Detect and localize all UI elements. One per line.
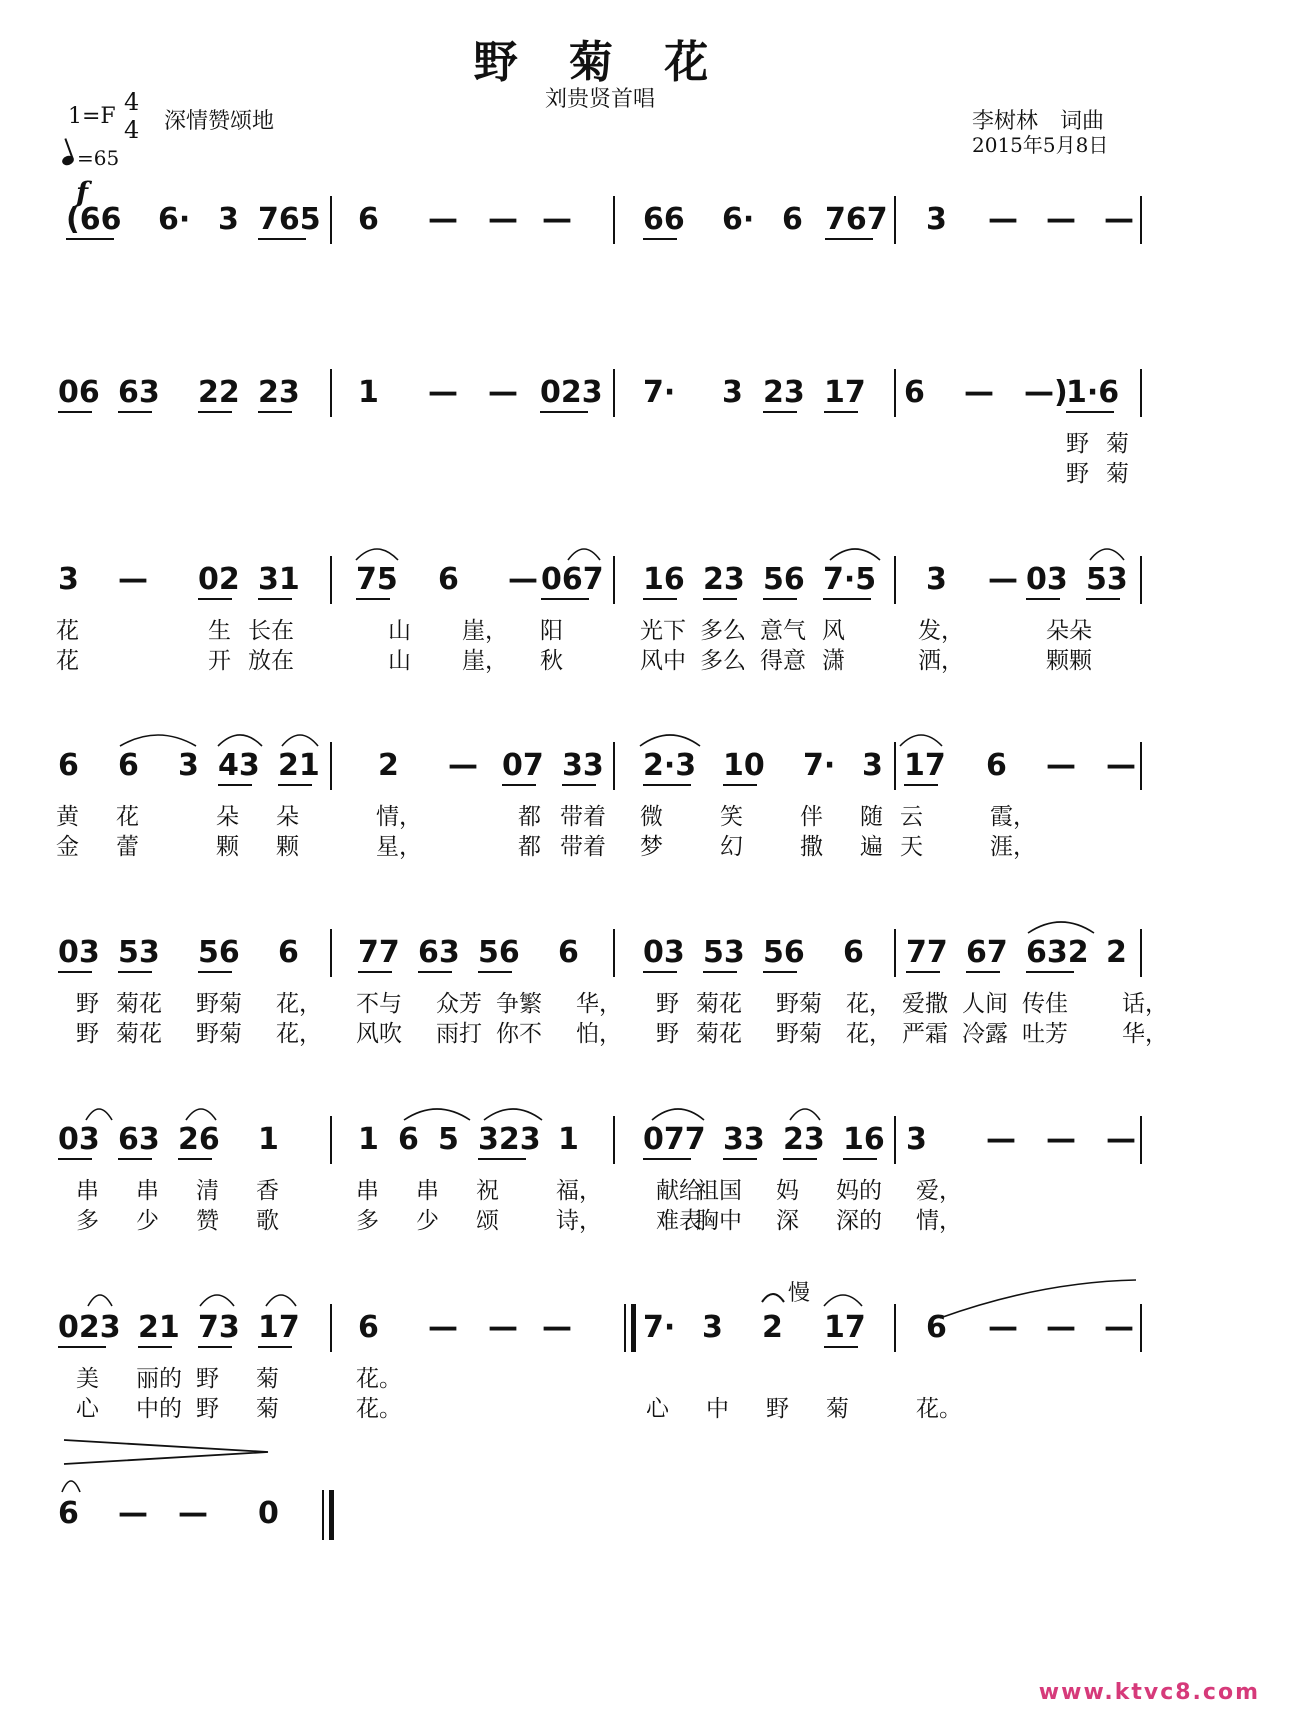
- note: 2: [1106, 935, 1127, 970]
- lyric-syllable: 野菊: [196, 991, 242, 1017]
- slur: [790, 1109, 820, 1120]
- note: 1: [358, 375, 379, 410]
- lyric-syllable: 雨打: [436, 1021, 482, 1047]
- lyric-syllable: 华，: [576, 991, 622, 1017]
- lyric-syllable: 中的: [136, 1396, 182, 1422]
- note: —: [988, 562, 1018, 597]
- lyric-syllable: 胸中: [696, 1208, 742, 1234]
- note: —: [488, 1310, 518, 1345]
- note: 3: [58, 562, 79, 597]
- lyric-syllable: 菊: [1106, 431, 1129, 457]
- lyric-syllable: 中: [706, 1396, 729, 1422]
- note: —: [1106, 1122, 1136, 1157]
- composer: 李树林 词曲: [972, 109, 1105, 134]
- lyric-syllable: 秋: [540, 648, 563, 674]
- lyric-syllable: 深: [776, 1208, 799, 1234]
- note: 26: [178, 1122, 220, 1157]
- note: 53: [703, 935, 745, 970]
- lyric-syllable: 都: [518, 804, 541, 830]
- lyric-syllable: 洒，: [918, 648, 964, 674]
- lyric-syllable: 幻: [720, 834, 743, 860]
- lyric-syllable: 吐芳: [1022, 1021, 1068, 1047]
- lyric-syllable: 颗: [216, 834, 239, 860]
- note: —: [1046, 1310, 1076, 1345]
- note: —: [986, 1122, 1016, 1157]
- slur: [652, 1109, 704, 1120]
- note: 7·: [643, 375, 676, 410]
- note: 63: [418, 935, 460, 970]
- lyric-syllable: 爱撒: [902, 991, 948, 1017]
- note: 3: [906, 1122, 927, 1157]
- lyric-syllable: 遍: [860, 834, 883, 860]
- lyric-syllable: 花。: [356, 1396, 402, 1422]
- lyric-syllable: 微: [640, 804, 663, 830]
- note: 23: [783, 1122, 825, 1157]
- note: —: [1046, 202, 1076, 237]
- note: —: [542, 1310, 572, 1345]
- note: 33: [723, 1122, 765, 1157]
- note: —: [964, 375, 994, 410]
- note: —: [1046, 748, 1076, 783]
- note: 2·3: [643, 748, 697, 783]
- note: —: [988, 1310, 1018, 1345]
- note: 6: [358, 1310, 379, 1345]
- note: 6: [843, 935, 864, 970]
- note: 3: [926, 202, 947, 237]
- note: —: [988, 202, 1018, 237]
- note: 23: [258, 375, 300, 410]
- lyric-syllable: 歌: [256, 1208, 279, 1234]
- lyric-syllable: 黄: [56, 804, 79, 830]
- note: 56: [763, 562, 805, 597]
- lyric-syllable: 少: [416, 1208, 439, 1234]
- note: 6: [358, 202, 379, 237]
- lyric-syllable: 风: [822, 618, 845, 644]
- slur: [88, 1295, 112, 1306]
- note: 43: [218, 748, 260, 783]
- lyric-syllable: 串: [416, 1178, 439, 1204]
- slur: [1090, 549, 1124, 560]
- lyric-syllable: 花: [56, 618, 79, 644]
- lyric-syllable: 野: [1066, 431, 1089, 457]
- tempo-change-mark: 慢: [788, 1281, 811, 1306]
- lyric-syllable: 开: [208, 648, 231, 674]
- lyric-syllable: 冷露: [962, 1021, 1008, 1047]
- lyric-syllable: 人间: [962, 991, 1008, 1017]
- note: 2: [378, 748, 399, 783]
- lyric-syllable: 诗，: [556, 1208, 602, 1234]
- lyric-syllable: 多: [356, 1208, 379, 1234]
- lyric-syllable: 阳: [540, 618, 563, 644]
- note: —: [1104, 1310, 1134, 1345]
- note: 6: [58, 1496, 79, 1531]
- lyric-syllable: 梦: [640, 834, 663, 860]
- note: —: [118, 562, 148, 597]
- slur: [900, 735, 942, 746]
- lyric-syllable: 潇: [822, 648, 845, 674]
- slur: [940, 1280, 1136, 1318]
- note: 6: [558, 935, 579, 970]
- lyric-syllable: 金: [56, 834, 79, 860]
- lyric-syllable: 菊花: [116, 991, 162, 1017]
- note: 21: [278, 748, 320, 783]
- lyric-syllable: 话，: [1122, 991, 1168, 1017]
- subtitle: 刘贵贤首唱: [544, 87, 655, 112]
- lyric-syllable: 得意: [760, 648, 806, 674]
- lyric-syllable: 花，: [846, 1021, 892, 1047]
- note: 53: [118, 935, 160, 970]
- lyric-syllable: 涯，: [990, 834, 1036, 860]
- note: 17: [258, 1310, 300, 1345]
- note: 023: [58, 1310, 121, 1345]
- lyric-syllable: 严霜: [902, 1021, 948, 1047]
- lyric-syllable: 野: [76, 991, 99, 1017]
- slur: [568, 549, 600, 560]
- note: 3: [722, 375, 743, 410]
- lyric-syllable: 你不: [496, 1021, 542, 1047]
- lyric-syllable: 野菊: [776, 991, 822, 1017]
- note: —: [1106, 748, 1136, 783]
- lyric-syllable: 菊: [256, 1396, 279, 1422]
- slur: [120, 735, 196, 746]
- note: 6: [926, 1310, 947, 1345]
- lyric-syllable: 风吹: [356, 1021, 402, 1047]
- lyric-syllable: 撒: [800, 834, 823, 860]
- lyric-syllable: 清: [196, 1178, 219, 1204]
- lyric-syllable: 光下: [640, 618, 686, 644]
- lyric-syllable: 蕾: [116, 834, 139, 860]
- note: 23: [763, 375, 805, 410]
- note: 17: [824, 375, 866, 410]
- slur: [404, 1109, 470, 1120]
- lyric-syllable: 不与: [356, 991, 402, 1017]
- lyric-syllable: 花，: [846, 991, 892, 1017]
- lyric-syllable: 菊: [1106, 461, 1129, 487]
- lyric-syllable: 华，: [1122, 1021, 1168, 1047]
- lyric-syllable: 花: [56, 648, 79, 674]
- fermata-icon: [762, 1294, 784, 1302]
- lyric-syllable: 怕，: [576, 1021, 622, 1047]
- lyric-syllable: 颗: [276, 834, 299, 860]
- note: 03: [643, 935, 685, 970]
- lyric-syllable: 朵: [276, 804, 299, 830]
- note: —: [1104, 202, 1134, 237]
- lyric-syllable: 菊: [826, 1396, 849, 1422]
- note: —: [428, 375, 458, 410]
- note: 17: [824, 1310, 866, 1345]
- lyric-syllable: 放在: [248, 648, 294, 674]
- note: 03: [58, 935, 100, 970]
- note: —: [448, 748, 478, 783]
- note: 1: [258, 1122, 279, 1157]
- lyric-syllable: 随: [860, 804, 883, 830]
- expression-mark: 深情赞颂地: [164, 109, 275, 134]
- note: 56: [763, 935, 805, 970]
- note: 6: [278, 935, 299, 970]
- note: 3: [178, 748, 199, 783]
- note: 765: [258, 202, 321, 237]
- slur: [1028, 922, 1094, 933]
- note: —: [1046, 1122, 1076, 1157]
- lyric-syllable: 深的: [836, 1208, 882, 1234]
- note: 67: [966, 935, 1008, 970]
- note: 10: [723, 748, 765, 783]
- lyric-syllable: 野: [76, 1021, 99, 1047]
- note: 02: [198, 562, 240, 597]
- note: —: [118, 1496, 148, 1531]
- slur: [640, 735, 700, 746]
- lyric-syllable: 心: [76, 1396, 99, 1422]
- note: (66: [66, 202, 122, 237]
- lyric-syllable: 野: [656, 991, 679, 1017]
- lyric-syllable: 福，: [556, 1178, 602, 1204]
- lyric-syllable: 风中: [640, 648, 686, 674]
- lyric-syllable: 献给: [656, 1178, 702, 1204]
- lyric-syllable: 花: [116, 804, 139, 830]
- note: 6: [398, 1122, 419, 1157]
- watermark: www.ktvc8.com: [1038, 1680, 1260, 1705]
- lyric-syllable: 妈的: [836, 1178, 882, 1204]
- lyric-syllable: 赞: [196, 1208, 219, 1234]
- lyric-syllable: 众芳: [436, 991, 482, 1017]
- date: 2015年5月8日: [972, 133, 1109, 157]
- note: 7·5: [823, 562, 877, 597]
- time-signature-denominator: 4: [124, 116, 140, 144]
- lyric-syllable: 伴: [800, 804, 823, 830]
- lyric-syllable: 朵朵: [1046, 618, 1092, 644]
- lyric-syllable: 美: [76, 1366, 99, 1392]
- note: 023: [540, 375, 603, 410]
- key-signature: 1=F: [68, 104, 116, 129]
- slur: [218, 735, 262, 746]
- note: 6: [986, 748, 1007, 783]
- note: 767: [825, 202, 888, 237]
- note: 16: [843, 1122, 885, 1157]
- note: 03: [1026, 562, 1068, 597]
- note: 21: [138, 1310, 180, 1345]
- note: 067: [541, 562, 604, 597]
- lyric-syllable: 花。: [916, 1396, 962, 1422]
- lyric-syllable: 野菊: [776, 1021, 822, 1047]
- note: 63: [118, 375, 160, 410]
- slur: [356, 549, 398, 560]
- tempo-value: =65: [77, 146, 120, 170]
- lyric-syllable: 难表: [656, 1208, 702, 1234]
- lyric-syllable: 多: [76, 1208, 99, 1234]
- lyric-syllable: 带着: [560, 804, 606, 830]
- note: 632: [1026, 935, 1089, 970]
- slur: [186, 1109, 216, 1120]
- note: 2: [762, 1310, 783, 1345]
- note: 23: [703, 562, 745, 597]
- note: 03: [58, 1122, 100, 1157]
- lyric-syllable: 天: [900, 834, 923, 860]
- lyric-syllable: 崖，: [462, 618, 508, 644]
- note: 6·: [722, 202, 755, 237]
- slur: [824, 1295, 862, 1306]
- time-signature-numerator: 4: [124, 88, 140, 116]
- lyric-syllable: 串: [136, 1178, 159, 1204]
- note: 6: [118, 748, 139, 783]
- note: 7·: [643, 1310, 676, 1345]
- note: 66: [643, 202, 685, 237]
- slur: [62, 1481, 80, 1492]
- lyric-syllable: 祝: [476, 1178, 499, 1204]
- lyric-syllable: 野: [656, 1021, 679, 1047]
- note: 17: [904, 748, 946, 783]
- lyric-syllable: 少: [136, 1208, 159, 1234]
- lyric-syllable: 野: [1066, 461, 1089, 487]
- note: 16: [643, 562, 685, 597]
- lyric-syllable: 发，: [918, 618, 964, 644]
- lyric-syllable: 花，: [276, 1021, 322, 1047]
- lyric-syllable: 颂: [476, 1208, 499, 1234]
- note: 31: [258, 562, 300, 597]
- page-title: 野 菊 花: [473, 37, 727, 88]
- lyric-syllable: 多么: [700, 648, 746, 674]
- note: 06: [58, 375, 100, 410]
- note: 6: [438, 562, 459, 597]
- lyric-syllable: 野: [766, 1396, 789, 1422]
- lyric-syllable: 都: [518, 834, 541, 860]
- note: 6·: [158, 202, 191, 237]
- lyric-syllable: 霞，: [990, 804, 1036, 830]
- lyric-syllable: 祖国: [696, 1178, 742, 1204]
- note: 3: [702, 1310, 723, 1345]
- lyric-syllable: 心: [646, 1396, 669, 1422]
- lyric-syllable: 野菊: [196, 1021, 242, 1047]
- slur: [200, 1295, 234, 1306]
- slur: [282, 735, 318, 746]
- slur: [266, 1295, 296, 1306]
- lyric-syllable: 朵: [216, 804, 239, 830]
- lyric-syllable: 长在: [248, 618, 294, 644]
- note: 077: [643, 1122, 706, 1157]
- lyric-syllable: 妈: [776, 1178, 799, 1204]
- lyric-syllable: 野: [196, 1366, 219, 1392]
- note: 56: [198, 935, 240, 970]
- note: 53: [1086, 562, 1128, 597]
- note: 1·6: [1066, 375, 1120, 410]
- note: 1: [358, 1122, 379, 1157]
- lyric-syllable: 爱，: [916, 1178, 962, 1204]
- lyric-syllable: 花。: [356, 1366, 402, 1392]
- note: 3: [926, 562, 947, 597]
- note: 56: [478, 935, 520, 970]
- lyric-syllable: 传佳: [1022, 991, 1068, 1017]
- lyric-syllable: 丽的: [136, 1366, 182, 1392]
- lyric-syllable: 带着: [560, 834, 606, 860]
- lyric-syllable: 意气: [760, 618, 806, 644]
- note: —: [428, 1310, 458, 1345]
- lyric-syllable: 野: [196, 1396, 219, 1422]
- note: 6: [58, 748, 79, 783]
- lyric-syllable: 串: [356, 1178, 379, 1204]
- lyric-syllable: 菊: [256, 1366, 279, 1392]
- slur: [86, 1109, 112, 1120]
- note: 7·: [803, 748, 836, 783]
- lyric-syllable: 香: [256, 1178, 279, 1204]
- lyric-syllable: 云: [900, 804, 923, 830]
- note: —: [178, 1496, 208, 1531]
- note: —: [508, 562, 538, 597]
- lyric-syllable: 花，: [276, 991, 322, 1017]
- lyric-syllable: 情，: [916, 1208, 962, 1234]
- lyric-syllable: 星，: [376, 834, 422, 860]
- dynamic-mark: f: [76, 176, 89, 209]
- note: 0: [258, 1496, 279, 1531]
- note: 77: [358, 935, 400, 970]
- lyric-syllable: 菊花: [696, 991, 742, 1017]
- note: 323: [478, 1122, 541, 1157]
- decrescendo-mark: [64, 1440, 268, 1464]
- note: 3: [862, 748, 883, 783]
- lyric-syllable: 崖，: [462, 648, 508, 674]
- note: 63: [118, 1122, 160, 1157]
- note: 3: [218, 202, 239, 237]
- note: 6: [782, 202, 803, 237]
- note: 73: [198, 1310, 240, 1345]
- lyric-syllable: 生: [208, 618, 231, 644]
- note: 75: [356, 562, 398, 597]
- slur: [484, 1109, 542, 1120]
- note: —: [488, 375, 518, 410]
- lyric-syllable: 菊花: [116, 1021, 162, 1047]
- lyric-syllable: 菊花: [696, 1021, 742, 1047]
- note: —: [542, 202, 572, 237]
- note: 77: [906, 935, 948, 970]
- note: 07: [502, 748, 544, 783]
- lyric-syllable: 多么: [700, 618, 746, 644]
- lyric-syllable: 笑: [720, 804, 743, 830]
- note: —: [428, 202, 458, 237]
- lyric-syllable: 山: [388, 648, 411, 674]
- lyric-syllable: 争繁: [496, 991, 542, 1017]
- note: 33: [562, 748, 604, 783]
- note: —): [1024, 375, 1068, 410]
- lyric-syllable: 情，: [376, 804, 422, 830]
- lyric-syllable: 串: [76, 1178, 99, 1204]
- note: 1: [558, 1122, 579, 1157]
- lyric-syllable: 山: [388, 618, 411, 644]
- note: 5: [438, 1122, 459, 1157]
- note: 6: [904, 375, 925, 410]
- lyric-syllable: 颗颗: [1046, 648, 1092, 674]
- slur: [830, 549, 880, 560]
- note: 22: [198, 375, 240, 410]
- note: —: [488, 202, 518, 237]
